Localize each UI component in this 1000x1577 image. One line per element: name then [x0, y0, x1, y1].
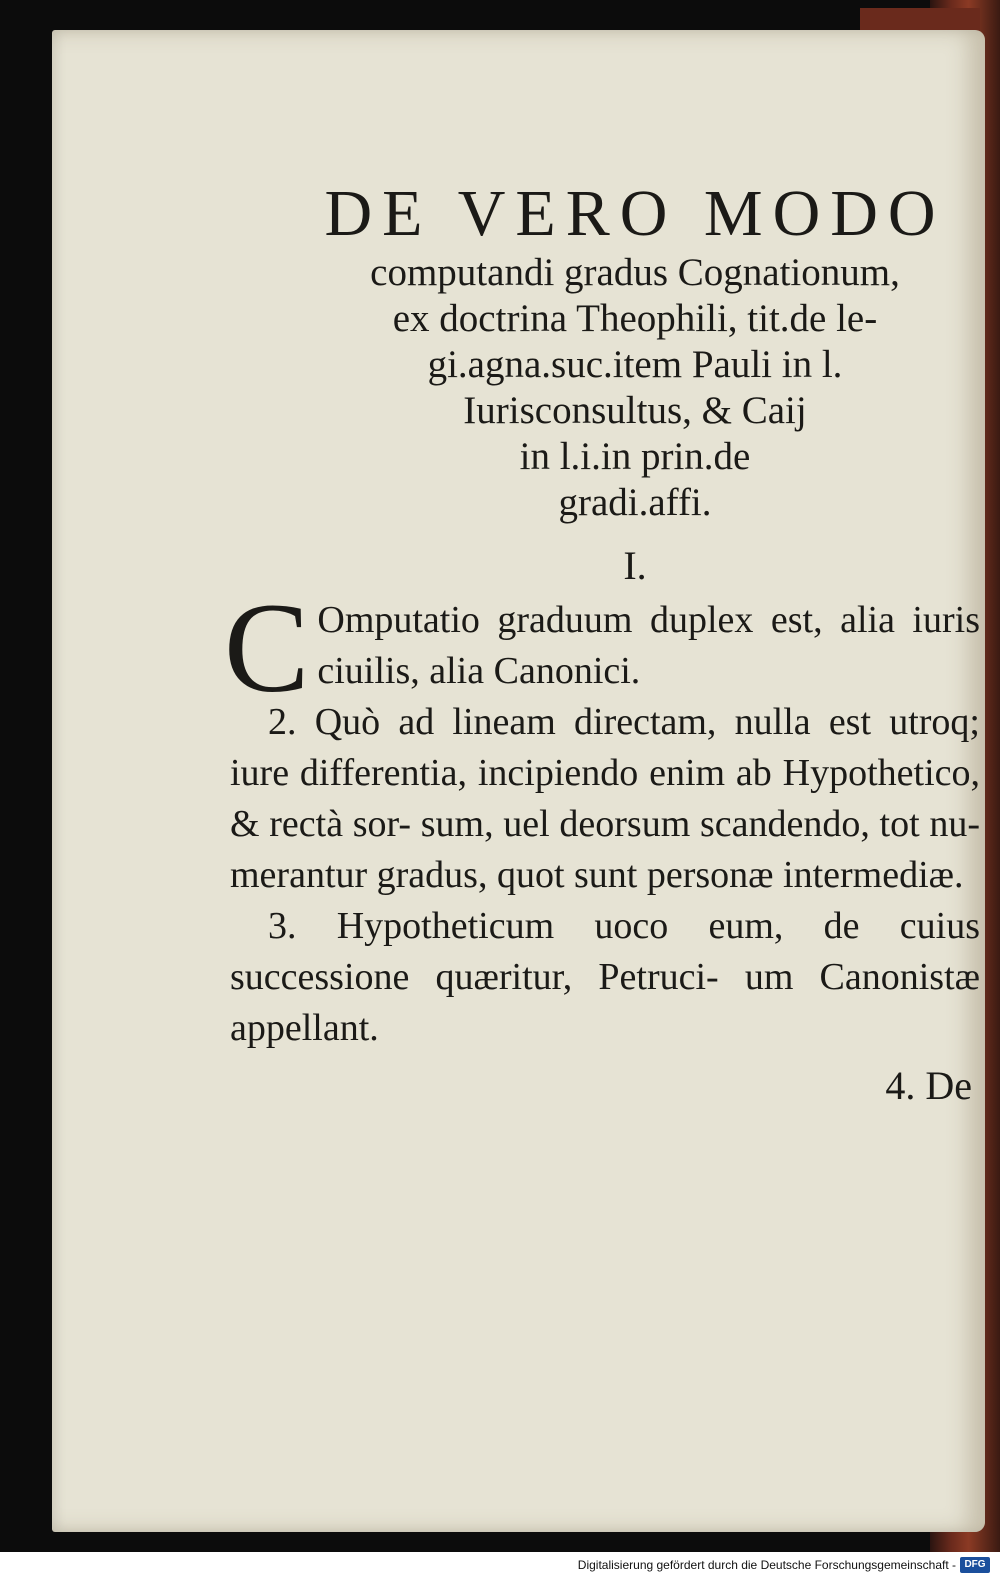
- section-number: I.: [623, 543, 647, 588]
- paragraph-1-text: Omputatio graduum duplex est, alia iuris ciuilis, alia Canonici.: [317, 599, 980, 692]
- paragraph-3: 3. Hypotheticum uoco eum, de cuius successione quæritur, Petruci- um Canonistæ appellant.: [230, 905, 980, 1049]
- subtitle-line: in l.i.in prin.de: [519, 435, 751, 478]
- catchword: 4. De: [885, 1063, 972, 1108]
- paragraph-1: [224, 577, 980, 719]
- subtitle-line: gradi.affi.: [558, 481, 712, 524]
- subtitle-line: ex doctrina Theophili, tit.de le-: [392, 297, 878, 340]
- subtitle-block: [290, 250, 980, 526]
- page-title: DE VERO MODO: [324, 177, 946, 250]
- book-page: [52, 30, 985, 1532]
- dfg-logo: DFG: [960, 1557, 990, 1573]
- drop-cap-initial: C: [224, 577, 310, 719]
- subtitle-line: gi.agna.suc.item Pauli in l.: [427, 343, 843, 386]
- paragraph-2: 2. Quò ad lineam directam, nulla est utroq; iure differentia, incipiendo enim ab Hypothetico, & rectà sor- sum, uel deorsum scandendo, tot nu- merantur gradus, quot sunt personæ intermediæ.: [230, 701, 980, 896]
- footer-bar: [0, 1552, 1000, 1577]
- page-text: [224, 177, 980, 1109]
- subtitle-line: Iurisconsultus, & Caij: [463, 389, 807, 432]
- subtitle-line: computandi gradus Cognationum,: [370, 251, 900, 294]
- footer-credit: Digitalisierung gefördert durch die Deutsche Forschungsgemeinschaft -: [577, 1558, 956, 1572]
